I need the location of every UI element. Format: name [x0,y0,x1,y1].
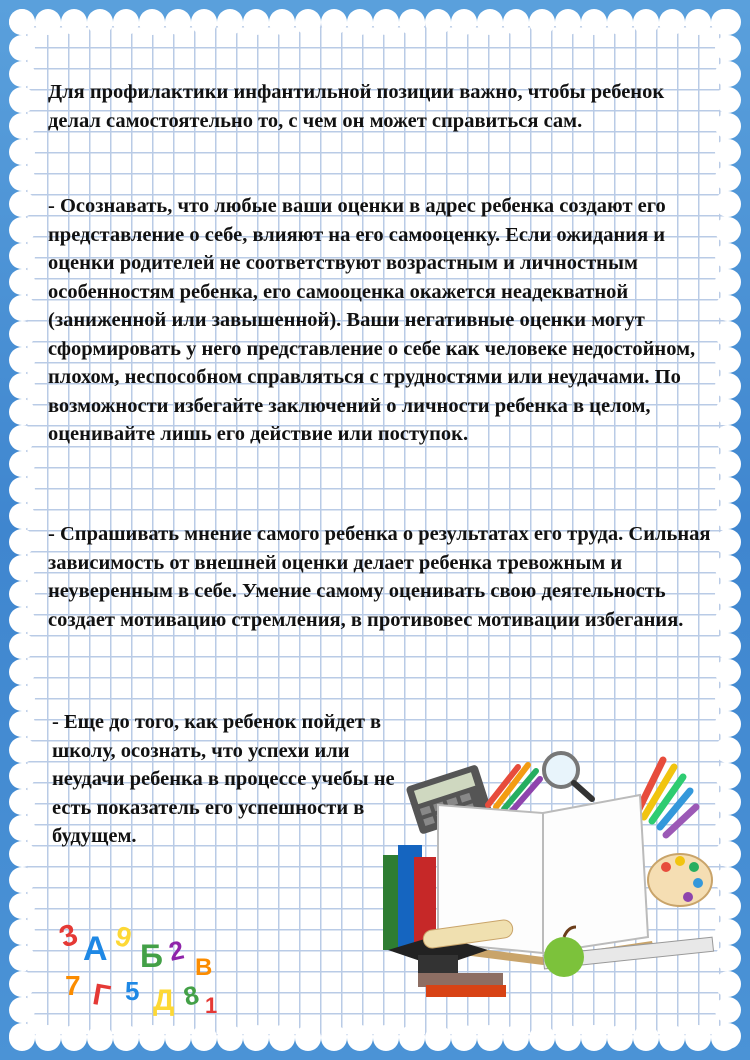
svg-text:5: 5 [125,976,140,1006]
paragraph-evaluations: - Осознавать, что любые ваши оценки в адрес ребенка создают его представление о себе, влияют на его самооценку. Если ожидания и оценки родителей не соответствуют возрастным и личностным особенностям ребенка, его самооценка окажется неадекватной (заниженной или завышенной). Ваши негативные оценки могут сформировать у него представление о себе как человеке недостойном, плохом, неспособном справляться с трудностями или неудачами. По возможности избегайте заключений о личности ребенка в целом, оценивайте лишь его действие или поступок. [48,195,696,445]
svg-text:8: 8 [180,979,202,1012]
letters-and-numbers-illustration [55,905,230,1020]
svg-text:1: 1 [205,993,218,1018]
svg-text:2: 2 [166,934,187,967]
paragraph-school-success: - Еще до того, как ребенок пойдет в школу, осознать, что успехи или неудачи ребенка в процессе учебы не есть показатель его успешности в будущем. [52,711,395,847]
intro-text: Для профилактики инфантильной позиции важно, чтобы ребенок делал самостоятельно то, с чем он может справиться сам. [48,81,665,132]
paragraph-child-opinion: - Спрашивать мнение самого ребенка о результатах его труда. Сильная зависимость от внешней оценки делает ребенка тревожным и неуверенным в себе. Умение самому оценивать свою деятельность создает мотивацию стремления, в противовес мотивации избегания. [48,523,711,631]
svg-text:3: 3 [55,917,83,955]
svg-text:Д: Д [153,984,175,1017]
svg-text:В: В [195,954,213,981]
svg-text:Г: Г [90,978,113,1014]
svg-text:Б: Б [140,938,163,974]
school-supplies-illustration [378,745,718,1005]
svg-text:9: 9 [111,920,136,955]
svg-text:7: 7 [65,970,81,1001]
svg-text:A: A [83,930,108,968]
